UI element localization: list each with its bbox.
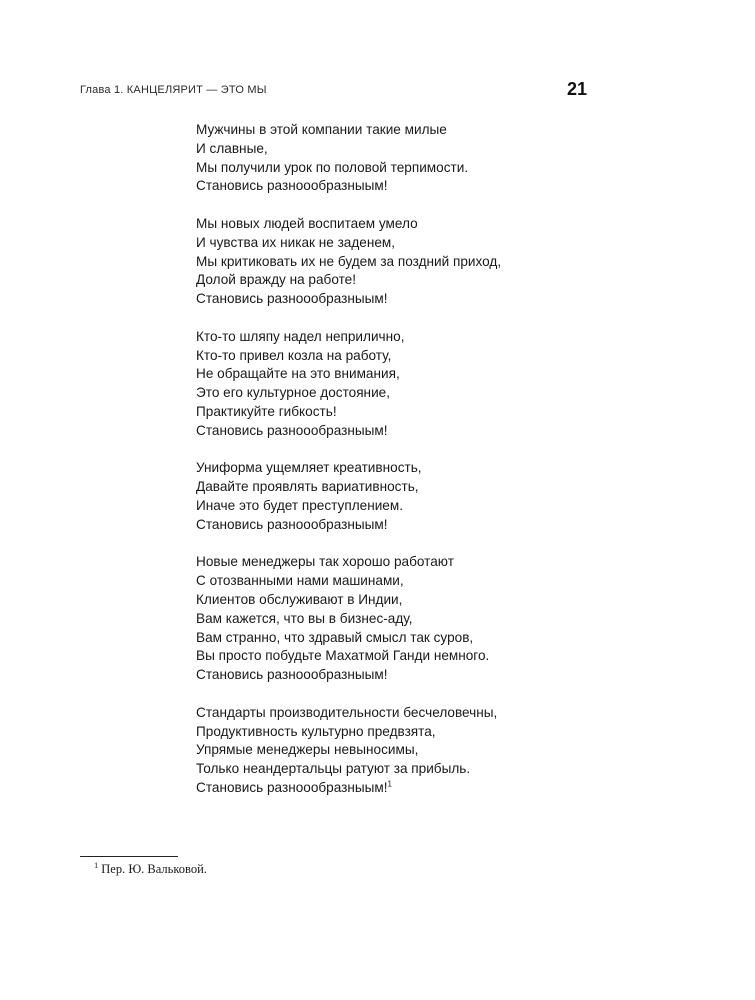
stanza (196, 553, 596, 685)
poem-line: Стандарты производительности бесчеловечны, (196, 704, 498, 720)
poem-line: Упрямые менеджеры невыносимы, (196, 742, 419, 758)
stanza (196, 215, 596, 309)
poem-line: Кто-то привел козла на работу, (196, 347, 392, 363)
poem-line: Становись разноообразныым! (196, 178, 388, 194)
poem-line: Мы новых людей воспитаем умело (196, 215, 418, 231)
poem-line: Становись разноообразныым! (196, 667, 388, 683)
poem-line: Это его культурное достояние, (196, 385, 390, 401)
stanza (196, 459, 596, 534)
page-number: 21 (566, 79, 587, 99)
poem-line: Мужчины в этой компании такие милые (196, 122, 447, 137)
stanza (196, 121, 596, 196)
poem-line: Только неандертальцы ратуют за прибыль. (196, 761, 471, 777)
poem-line: Продуктивность культурно предвзята, (196, 723, 436, 739)
poem-line: Долой вражду на работе! (196, 272, 356, 288)
poem-line: Практикуйте гибкость! (196, 403, 337, 419)
stanza (196, 704, 596, 798)
poem-line: Клиентов обслуживают в Индии, (196, 591, 403, 607)
poem-line: Не обращайте на это внимания, (196, 366, 400, 382)
poem-line: Вам странно, что здравый смысл так суров, (196, 629, 474, 645)
poem-line: И чувства их никак не заденем, (196, 234, 396, 250)
poem-line: Вы просто побудьте Махатмой Ганди немного. (196, 648, 490, 664)
poem-line: С отозванными нами машинами, (196, 573, 404, 589)
footnote-divider (80, 856, 178, 857)
running-head: Глава 1. КАНЦЕЛЯРИТ — ЭТО МЫ (80, 84, 267, 96)
poem-line: Униформа ущемляет креативность, (196, 460, 422, 476)
poem-line: И славные, (196, 140, 268, 156)
poem-line: Становись разноообразныым! (196, 291, 388, 307)
poem-line: Иначе это будет преступлением. (196, 497, 403, 513)
poem-line: Становись разноообразныым! (196, 516, 388, 532)
poem-line: Кто-то шляпу надел неприлично, (196, 328, 405, 344)
footnote-reference[interactable]: 1 (387, 779, 392, 789)
footnote-number: 1 (94, 859, 99, 870)
poem-line: Новые менеджеры так хорошо работают (196, 554, 454, 570)
footnote-text: Пер. Ю. Вальковой. (101, 862, 207, 876)
poem-line: Вам кажется, что вы в бизнес-аду, (196, 610, 413, 626)
stanza (196, 328, 596, 441)
poem-line-last (196, 779, 596, 798)
footnote (94, 859, 207, 877)
poem-line: Мы получили урок по половой терпимости. (196, 159, 469, 175)
poem-line: Становись разноообразныым! (196, 422, 388, 438)
poem-line: Давайте проявлять вариативность, (196, 479, 419, 495)
poem (196, 121, 596, 798)
poem-line: Мы критиковать их не будем за поздний приход, (196, 253, 502, 269)
poem-line-text: Становись разноообразныым! (196, 779, 388, 795)
